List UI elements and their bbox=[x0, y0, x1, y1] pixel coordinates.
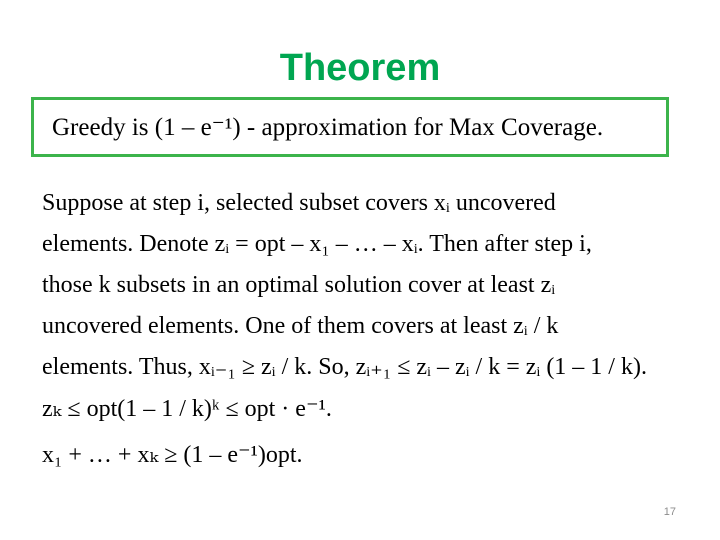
theorem-box bbox=[31, 97, 669, 157]
proof-line-5: elements. Thus, xᵢ₋₁ ≥ zᵢ / k. So, zᵢ₊₁ ≤ zᵢ – zᵢ / k = zᵢ (1 – 1 / k). bbox=[42, 354, 647, 380]
proof-line-1: Suppose at step i, selected subset covers xᵢ uncovered bbox=[42, 190, 556, 216]
slide-title: Theorem bbox=[279, 47, 441, 89]
proof-line-3: those k subsets in an optimal solution cover at least zᵢ bbox=[42, 272, 556, 298]
theorem-statement: Greedy is (1 – e⁻¹) - approximation for Max Coverage. bbox=[52, 114, 604, 141]
proof-line-2: elements. Denote zᵢ = opt – x₁ – … – xᵢ. Then after step i, bbox=[42, 231, 592, 257]
proof-line-6: zₖ ≤ opt(1 – 1 / k)ᵏ ≤ opt · e⁻¹. bbox=[42, 396, 332, 422]
page-number: 17 bbox=[663, 506, 676, 518]
proof-line-4: uncovered elements. One of them covers at least zᵢ / k bbox=[42, 313, 559, 339]
proof-line-7: x₁ + … + xₖ ≥ (1 – e⁻¹)opt. bbox=[42, 442, 303, 468]
